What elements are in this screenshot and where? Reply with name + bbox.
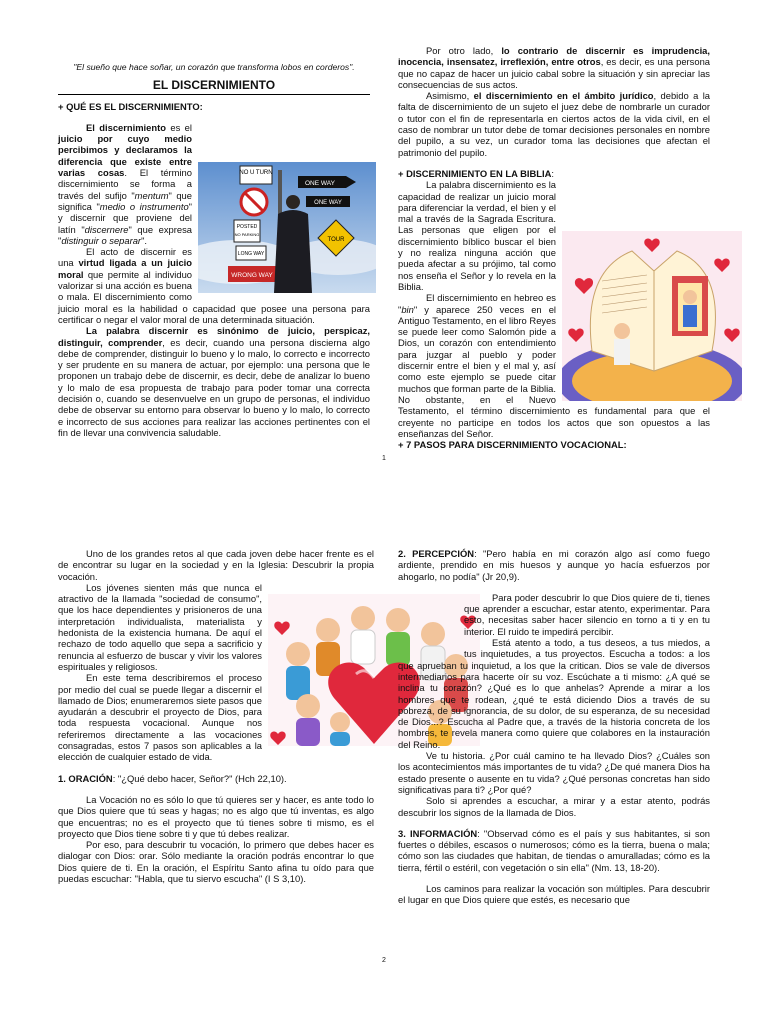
road-signs-illustration	[198, 162, 376, 293]
italic-term: discernere	[84, 223, 129, 235]
paragraph-tema: En este tema describiremos el proceso por medio del cual se puede llegar a discernir el llamado de Dios; enumeraremos siete pasos que ayudarán a descubrir el proyecto de Dios, para toda respuesta vocacional. Aunque nos referiremos directamente a las vocaciones consagradas, estos 7 pasos son aplicables a la elección de cualquier estado de vida.	[58, 672, 262, 763]
page-title: EL DISCERNIMIENTO	[58, 80, 370, 94]
text-span: , debido a la falta de discernimiento de un sujeto el juez debe de nombrarle un curador o tutor con el fin de representarla en ciertos actos de la vida civil, en el caso de nombrar un tutor debe de tomar decisiones personales en nombre del pupilo, a su vez, un curador toma las decisiones que afectan el patrimonio del pupilo.	[398, 90, 710, 158]
bible-illustration	[562, 231, 742, 401]
italic-term: bin	[401, 303, 414, 315]
virtue-bold: virtud ligada a un juicio moral	[58, 257, 193, 280]
paragraph-escuchar: Para poder descubrir lo que Dios quiere de ti, tienes que aprender a escuchar, estar atento, experimentar. Para esto, necesitas saber hacer silencio en torno a ti y en tu interior. El ruido te impedirá percibir.	[464, 591, 710, 637]
sign-long-way: LONG WAY	[237, 250, 265, 257]
italic-term: mentum	[134, 189, 169, 201]
page2-right-column	[398, 548, 710, 906]
paragraph-caminos: Los caminos para realizar la vocación son múltiples. Para descubrir el lugar en que Dios quiere que estés, es necesario que	[398, 883, 710, 906]
open-bible-hearts-illustration	[562, 231, 742, 401]
text-span: : "¿Qué debo hacer, Señor?" (Hch 22,10).	[112, 772, 287, 784]
paragraph-retos: Uno de los grandes retos al que cada joven debe hacer frente es el de encontrar su lugar en la sociedad y en la Iglesia: Descubrir la propia vocación.	[58, 548, 374, 582]
section-heading-que-es: + QUÉ ES EL DISCERNIMIENTO:	[58, 100, 203, 112]
text-span: , es decir, cuando una persona discierna algo debe de comprender, distinguir lo bueno y lo malo, lo correcto e incorrecto y ser prudente en su manera de actuar, por ejemplo: una persona que le proponen un trabajo debe de discernir, es decir, debe de analizar lo bueno y lo malo de esa propuesta de trabajo para poder tomar una correcta decisión o, cuando se desenvuelve en un grupo de personas, el individuo debe de observar su entorno para observar lo bueno y lo malo, lo correcto e incorrecto de sus acciones para realizar las acciones pertinentes con el fin de llevar una convivencia saludable.	[58, 336, 370, 438]
text-span: El discernimiento en hebreo es "	[398, 292, 556, 315]
section-heading-biblia	[398, 168, 710, 179]
text-span: . El término discernimiento se forma a través del sufijo "	[58, 167, 192, 201]
juridico-bold: el discernimiento en el ámbito jurídico	[473, 90, 654, 102]
term-bold: El discernimiento	[86, 121, 166, 133]
page2-left-column	[58, 548, 374, 884]
text-span: " y aparece 250 veces en el Antiguo Testamento, en el libro Reyes se puede leer como Salomón pide a Dios, un corazón con entendimiento para juzgar al pueblo y poder discernir entre el bien y el mal y, así como este ejemplo se puede citar muchos que forman parte de la Biblia. No obstante, en el Nuevo Testamento, el término discernimiento es fundamental para que el creyente no participe en todos los actos que son opuestos a las enseñanzas del Señor.	[398, 303, 710, 439]
road-signs-photo	[198, 162, 376, 293]
synonyms-bold: La palabra discernir es sinónimo de juicio, perspicaz, distinguir, comprender	[58, 325, 370, 348]
text-wrap-spacer	[398, 592, 464, 654]
step-heading-oracion	[58, 773, 374, 784]
sign-no-parking: NO PARKING	[234, 231, 260, 237]
sign-posted: POSTED	[236, 223, 258, 230]
paragraph-signos: Solo si aprendes a escuchar, a mirar y a estar atento, podrás descubrir los signos de la llamada de Dios.	[398, 795, 710, 818]
definition-bold: juicio por cuyo medio percibimos y declaramos la diferencia que existe entre varias cosas	[58, 133, 192, 179]
heading-bold: 1. ORACIÓN	[58, 772, 113, 784]
text-span: , es decir, es una persona que no capaz de hacer un juicio cabal sobre la situación y sin apreciar las consecuencias de sus actos.	[398, 56, 711, 90]
text-span: Asimismo,	[426, 90, 474, 102]
text-span: El acto de discernir es una	[58, 246, 192, 269]
paragraph-contrario	[398, 45, 710, 90]
page-number-1: 1	[382, 455, 386, 462]
text-span: " que significa "	[58, 189, 192, 212]
paragraph-sinonimos	[58, 325, 370, 438]
text-span: que permite al individuo valorizar si una acción es buena o mala. El discernimiento como juicio moral es la habilidad o capacidad que posee una persona para certificar o negar el valor moral de una determinada situación.	[58, 268, 370, 325]
paragraph-juridico	[398, 90, 710, 158]
step-heading-informacion	[398, 828, 710, 873]
heading-bold: + DISCERNIMIENTO EN LA BIBLIA	[398, 167, 552, 179]
page-number-2: 2	[382, 957, 386, 964]
italic-term: distinguir o separar	[61, 234, 142, 246]
italic-term: medio o instrumento	[99, 200, 189, 212]
sign-wrong-way: WRONG WAY	[231, 271, 273, 279]
page1-left-column	[58, 62, 370, 438]
text-span: es el	[165, 121, 192, 133]
heading-bold: 3. INFORMACIÓN	[398, 827, 478, 839]
text-span: " y discernir que proviene del latín "	[58, 200, 192, 235]
sign-no-u-turn: NO U TURN	[239, 169, 273, 176]
page1-right-column	[398, 45, 710, 450]
paragraph-historia: Ve tu historia. ¿Por cuál camino te ha llevado Dios? ¿Cuáles son los acontecimientos más importantes de tu vida? ¿De qué manera Dios ha estado presente o ausente en tu vida? ¿Qué personas concretas han sido significativas para ti? ¿Por qué?	[398, 750, 710, 795]
paragraph-jovenes: Los jóvenes sienten más que nunca el atractivo de la llamada "sociedad de consumo", que los hace dependientes y prisioneros de una interpretación individualista, materialista y hedonista de la existencia humana. De aquí el rechazo de todo aquello que sepa a sacrificio y renuncia al esfuerzo de buscar y vivir los valores espirituales y religiosos.	[58, 581, 262, 672]
heading-bold: 2. PERCEPCIÓN	[398, 548, 475, 559]
paragraph-atento: Está atento a todo, a tus deseos, a tus miedos, a tus inquietudes, a tus proyectos. Escucha a todos: a los que aprueban tu inquietud, a los que la critican. Dios se vale de diversos intermediarios para hacerte oír su voz. Escúchate a ti mismo: ¿A qué se inclina tu corazón? ¿Qué es lo que anhelas? Aprende a mirar a los hombres que te rodean, ¿qué te está diciendo Dios a través de su pobreza, de su ignorancia, de su dolor, de su esperanza, de su necesidad de Dios...? Escucha al Padre que, a través de la historia concreta de los hombres, te revela manera como quiere que colabores en la instauración del Reino.	[398, 637, 710, 750]
sign-one-way-2: ONE WAY	[314, 199, 342, 206]
paragraph-vocacion: La Vocación no es sólo lo que tú quieres ser y hacer, es ante todo lo que Dios quiere que tú seas y hagas; no es algo que tú inventas, es algo que encuentras; no es el proyecto que tú tienes sobre ti mismo, es el proyecto que Dios tiene sobre ti y que tú debes realizar.	[58, 793, 374, 839]
epigraph-quote: "El sueño que hace soñar, un corazón que transforma lobos en corderos".	[73, 62, 355, 72]
text-span: : "Observad cómo es el país y sus habitantes, si son fuertes o débiles, escasos o numerosos; cómo es la tierra, buena o mala; cómo son las ciudades que habitan, de tiendas o amuralladas; cómo es la tierra, fértil o estéril, con vegetación o sin ella" (Nm. 13, 18-20).	[398, 827, 710, 873]
text-span: Por otro lado,	[426, 45, 502, 56]
section-heading-pasos: + 7 PASOS PARA DISCERNIMIENTO VOCACIONAL:	[398, 439, 627, 451]
paragraph-biblia: La palabra discernimiento es la capacidad de realizar un juicio moral para diferenciar la verdad, el bien y el mal a través de la Sagrada Escritura. Las personas que eligen por el discernimiento bíblico buscar el bien y no realiza ninguna acción que pueda afectar a su prójimo, tal como nos enseña el Señor y lo revela en la Biblia.	[398, 179, 556, 292]
contrary-bold: lo contrario de discernir es imprudencia, inocencia, insensatez, irreflexión, entre otros	[398, 45, 710, 68]
sign-one-way-1: ONE WAY	[305, 179, 335, 187]
text-span: : "Pero había en mi corazón algo así como fuego ardiente, prendido en mis huesos y aunque yo hacía esfuerzos por ahogarlo, no podía" (Jr 20,9).	[398, 548, 710, 582]
paragraph-orar: Por eso, para descubrir tu vocación, lo primero que debes hacer es dialogar con Dios: orar. Sólo mediante la oración podrás encontrar lo que Dios quiere de ti. En la oración, el Espíritu Santo afina tu oído para que puedas escuchar: "Habla, que tu siervo escucha" (I S 3,10).	[58, 839, 374, 885]
text-span: " que expresa "	[58, 223, 192, 246]
step-heading-percepcion	[398, 548, 710, 582]
text-span: :	[551, 167, 555, 179]
sign-tour: TOUR	[327, 236, 345, 243]
text-span: ".	[141, 234, 147, 246]
